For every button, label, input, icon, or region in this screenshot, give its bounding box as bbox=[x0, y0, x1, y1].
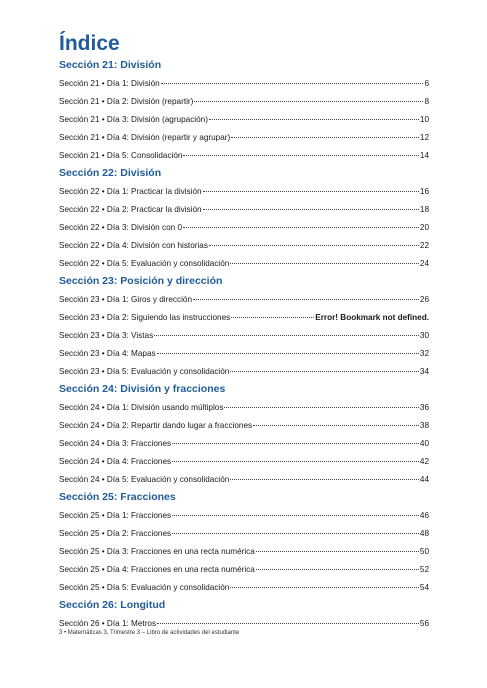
toc-entry[interactable] bbox=[59, 507, 429, 525]
toc-entry-label: Sección 21 • Día 3: División (agrupación) bbox=[59, 115, 208, 124]
toc-section bbox=[59, 57, 429, 165]
toc-entry-page-number: 24 bbox=[419, 259, 429, 268]
toc-entry[interactable] bbox=[59, 219, 429, 237]
toc-entry-label: Sección 22 • Día 4: División con historias bbox=[59, 241, 208, 250]
toc-entry-page-number: 6 bbox=[424, 79, 429, 88]
toc-section bbox=[59, 381, 429, 489]
dot-leader bbox=[253, 425, 419, 426]
toc-entry-page-number: 40 bbox=[419, 439, 429, 448]
toc-entry-page-number: 12 bbox=[419, 133, 429, 142]
toc-entry-page-number: 50 bbox=[419, 547, 429, 556]
toc-entry-label: Sección 21 • Día 5: Consolidación bbox=[59, 151, 183, 160]
toc-entry-page-number: 16 bbox=[419, 187, 429, 196]
dot-leader bbox=[172, 461, 419, 462]
toc-section bbox=[59, 165, 429, 273]
toc-section-heading[interactable]: Sección 22: División bbox=[59, 167, 162, 179]
toc-entry-label: Sección 22 • Día 3: División con 0 bbox=[59, 223, 183, 232]
toc-entry-label: Sección 23 • Día 5: Evaluación y consolidación bbox=[59, 367, 230, 376]
dot-leader bbox=[209, 245, 419, 246]
dot-leader bbox=[203, 191, 419, 192]
dot-leader bbox=[231, 137, 419, 138]
toc-entry[interactable] bbox=[59, 291, 429, 309]
dot-leader bbox=[256, 551, 419, 552]
toc-entry-label: Sección 23 • Día 1: Giros y dirección bbox=[59, 295, 193, 304]
toc-entry[interactable] bbox=[59, 561, 429, 579]
toc-entry[interactable] bbox=[59, 309, 429, 327]
toc-entry-label: Sección 23 • Día 4: Mapas bbox=[59, 349, 156, 358]
toc-entry-label: Sección 26 • Día 1: Metros bbox=[59, 619, 157, 628]
toc-entry[interactable] bbox=[59, 201, 429, 219]
dot-leader bbox=[193, 299, 419, 300]
dot-leader bbox=[172, 443, 419, 444]
toc-entry[interactable] bbox=[59, 579, 429, 597]
toc-entry-label: Sección 22 • Día 1: Practicar la división bbox=[59, 187, 202, 196]
toc-entry-page-number: 18 bbox=[419, 205, 429, 214]
dot-leader bbox=[209, 119, 419, 120]
toc-entry-label: Sección 25 • Día 2: Fracciones bbox=[59, 529, 172, 538]
dot-leader bbox=[172, 515, 419, 516]
dot-leader bbox=[203, 209, 419, 210]
dot-leader bbox=[161, 83, 424, 84]
dot-leader bbox=[224, 407, 418, 408]
toc-section-heading[interactable]: Sección 26: Longitud bbox=[59, 599, 166, 611]
dot-leader bbox=[157, 623, 419, 624]
toc-section bbox=[59, 489, 429, 597]
dot-leader bbox=[230, 587, 419, 588]
toc-entry-label: Sección 22 • Día 5: Evaluación y consolidación bbox=[59, 259, 230, 268]
table-of-contents bbox=[59, 57, 429, 633]
toc-entry-page-number: 30 bbox=[419, 331, 429, 340]
page-footer: 3 • Matemáticas 3, Trimestre 3 – Libro de actividades del estudiante bbox=[59, 630, 240, 636]
toc-entry-label: Sección 25 • Día 5: Evaluación y consolidación bbox=[59, 583, 230, 592]
toc-entry-page-number: 34 bbox=[419, 367, 429, 376]
toc-entry-page-number: 36 bbox=[419, 403, 429, 412]
dot-leader bbox=[231, 317, 314, 318]
toc-entry-page-number: 8 bbox=[424, 97, 429, 106]
toc-entry-page-number: 48 bbox=[419, 529, 429, 538]
toc-entry-page-number: 54 bbox=[419, 583, 429, 592]
toc-entry-page-number: 38 bbox=[419, 421, 429, 430]
toc-entry-page-number: 46 bbox=[419, 511, 429, 520]
toc-entry[interactable] bbox=[59, 435, 429, 453]
toc-entry-label: Sección 24 • Día 5: Evaluación y consolidación bbox=[59, 475, 230, 484]
toc-entry[interactable] bbox=[59, 75, 429, 93]
toc-entry-label: Sección 25 • Día 3: Fracciones en una recta numérica bbox=[59, 547, 255, 556]
toc-entry[interactable] bbox=[59, 147, 429, 165]
toc-entry-page-number: 42 bbox=[419, 457, 429, 466]
dot-leader bbox=[230, 479, 419, 480]
toc-entry-label: Sección 23 • Día 3: Vistas bbox=[59, 331, 154, 340]
toc-section-heading[interactable]: Sección 25: Fracciones bbox=[59, 491, 176, 503]
toc-entry-label: Sección 24 • Día 1: División usando múltiplos bbox=[59, 403, 224, 412]
toc-entry[interactable] bbox=[59, 363, 429, 381]
toc-entry[interactable] bbox=[59, 237, 429, 255]
dot-leader bbox=[194, 101, 423, 102]
toc-entry-page-number: 22 bbox=[419, 241, 429, 250]
toc-entry-label: Sección 25 • Día 1: Fracciones bbox=[59, 511, 172, 520]
toc-entry-page-number: 44 bbox=[419, 475, 429, 484]
toc-entry-label: Sección 21 • Día 1: División bbox=[59, 79, 160, 88]
toc-entry[interactable] bbox=[59, 327, 429, 345]
toc-entry[interactable] bbox=[59, 471, 429, 489]
toc-entry[interactable] bbox=[59, 129, 429, 147]
toc-entry[interactable] bbox=[59, 345, 429, 363]
toc-section-heading[interactable]: Sección 21: División bbox=[59, 59, 162, 71]
toc-entry[interactable] bbox=[59, 255, 429, 273]
dot-leader bbox=[230, 371, 419, 372]
toc-entry-page-number: 26 bbox=[419, 295, 429, 304]
toc-entry-label: Sección 21 • Día 2: División (repartir) bbox=[59, 97, 194, 106]
toc-entry-page-number: 20 bbox=[419, 223, 429, 232]
toc-entry-label: Sección 23 • Día 2: Siguiendo las instrucciones bbox=[59, 313, 231, 322]
toc-section-heading[interactable]: Sección 23: Posición y dirección bbox=[59, 275, 223, 287]
toc-entry-label: Sección 24 • Día 4: Fracciones bbox=[59, 457, 172, 466]
toc-entry-label: Sección 22 • Día 2: Practicar la división bbox=[59, 205, 202, 214]
toc-entry-page-number: 52 bbox=[419, 565, 429, 574]
toc-section-heading[interactable]: Sección 24: División y fracciones bbox=[59, 383, 226, 395]
dot-leader bbox=[172, 533, 419, 534]
toc-entry[interactable] bbox=[59, 525, 429, 543]
toc-entry[interactable] bbox=[59, 543, 429, 561]
dot-leader bbox=[256, 569, 419, 570]
toc-entry-page-number: 10 bbox=[419, 115, 429, 124]
toc-entry-page-number: 56 bbox=[419, 619, 429, 628]
toc-entry[interactable] bbox=[59, 417, 429, 435]
toc-entry-error: Error! Bookmark not defined. bbox=[315, 313, 429, 322]
toc-entry-page-number: 32 bbox=[419, 349, 429, 358]
dot-leader bbox=[230, 263, 419, 264]
toc-entry[interactable] bbox=[59, 111, 429, 129]
toc-entry-label: Sección 21 • Día 4: División (repartir y agrupar) bbox=[59, 133, 231, 142]
toc-entry-label: Sección 24 • Día 2: Repartir dando lugar a fracciones bbox=[59, 421, 253, 430]
toc-entry[interactable] bbox=[59, 183, 429, 201]
toc-section bbox=[59, 273, 429, 381]
toc-entry[interactable] bbox=[59, 453, 429, 471]
page-title: Índice bbox=[59, 32, 120, 55]
toc-section bbox=[59, 597, 429, 633]
toc-entry-label: Sección 24 • Día 3: Fracciones bbox=[59, 439, 172, 448]
dot-leader bbox=[183, 227, 419, 228]
toc-entry-label: Sección 25 • Día 4: Fracciones en una recta numérica bbox=[59, 565, 255, 574]
toc-entry[interactable] bbox=[59, 399, 429, 417]
dot-leader bbox=[154, 335, 419, 336]
dot-leader bbox=[157, 353, 419, 354]
toc-entry[interactable] bbox=[59, 93, 429, 111]
dot-leader bbox=[183, 155, 418, 156]
toc-entry-page-number: 14 bbox=[419, 151, 429, 160]
